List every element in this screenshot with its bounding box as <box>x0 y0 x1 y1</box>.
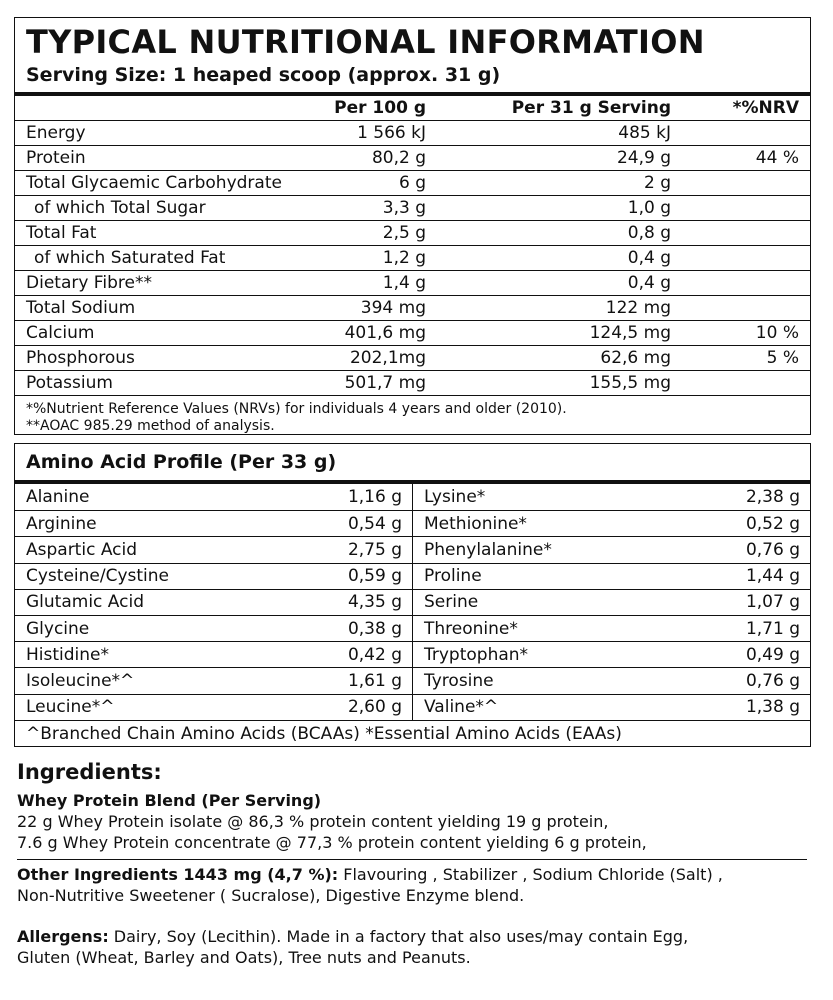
nutrient-per100: 2,5 g <box>382 223 426 243</box>
nutrient-nrv <box>671 296 810 321</box>
nutrition-row <box>15 371 810 396</box>
nutrient-serving: 0,4 g <box>627 248 671 268</box>
nutrition-header <box>15 18 810 96</box>
amino-row <box>413 694 810 720</box>
amino-row <box>413 667 810 693</box>
amino-row <box>413 615 810 641</box>
nutrient-nrv: 5 % <box>766 348 799 368</box>
other-ingredients-label: Other Ingredients 1443 mg (4,7 %): <box>17 865 339 884</box>
amino-row <box>413 510 810 536</box>
amino-note: ^Branched Chain Amino Acids (BCAAs) *Essential Amino Acids (EAAs) <box>26 723 622 744</box>
amino-name: Glutamic Acid <box>26 592 144 613</box>
allergens-label: Allergens: <box>17 927 109 946</box>
allergens-line-2: Gluten (Wheat, Barley and Oats), Tree nuts and Peanuts. <box>17 948 471 967</box>
nutrient-nrv <box>671 221 810 246</box>
nutrient-nrv <box>671 271 810 296</box>
nutrition-row <box>15 171 810 196</box>
nutrient-name: Total Glycaemic Carbohydrate <box>26 173 282 193</box>
header-serving: Per 31 g Serving <box>511 98 671 118</box>
amino-row <box>15 615 412 641</box>
amino-name: Tyrosine <box>424 670 494 691</box>
amino-value: 0,59 g <box>347 566 402 587</box>
amino-value: 1,38 g <box>745 697 800 718</box>
nutrient-name: Phosphorous <box>26 348 135 368</box>
amino-value: 2,38 g <box>745 487 800 508</box>
nutrient-per100: 501,7 mg <box>344 373 426 393</box>
nutrient-nrv: 44 % <box>755 148 799 168</box>
nutrient-per100: 1 566 kJ <box>357 123 426 143</box>
amino-name: Proline <box>424 566 482 587</box>
amino-title: Amino Acid Profile (Per 33 g) <box>15 444 810 484</box>
amino-value: 0,54 g <box>347 513 402 534</box>
amino-value: 2,75 g <box>347 539 402 560</box>
allergens <box>17 926 807 947</box>
nutrition-row <box>15 146 810 171</box>
amino-row <box>15 589 412 615</box>
amino-name: Tryptophan* <box>424 644 529 665</box>
amino-value: 2,60 g <box>347 697 402 718</box>
amino-row <box>15 563 412 589</box>
amino-grid <box>15 484 810 721</box>
nutrient-name: Energy <box>26 123 86 143</box>
amino-row <box>413 641 810 667</box>
amino-name: Aspartic Acid <box>26 539 138 560</box>
amino-row <box>413 536 810 562</box>
nutrient-serving: 24,9 g <box>616 148 671 168</box>
nutrient-per100: 6 g <box>398 173 426 193</box>
nutrition-row <box>15 271 810 296</box>
amino-row <box>15 667 412 693</box>
other-ingredients-line-2: Non-Nutritive Sweetener ( Sucralose), Digestive Enzyme blend. <box>17 886 525 905</box>
amino-row <box>413 484 810 510</box>
nutrient-name: of which Saturated Fat <box>34 248 226 268</box>
nutrition-footnotes <box>15 395 810 435</box>
nutrient-name: Protein <box>26 148 86 168</box>
amino-row <box>15 694 412 720</box>
amino-name: Leucine*^ <box>26 697 115 718</box>
amino-name: Threonine* <box>424 618 518 639</box>
nutrition-row <box>15 346 810 371</box>
blend-line-2: 7.6 g Whey Protein concentrate @ 77,3 % protein content yielding 6 g protein, <box>17 833 647 852</box>
amino-name: Isoleucine*^ <box>26 670 135 691</box>
amino-row <box>15 536 412 562</box>
amino-row <box>15 484 412 510</box>
amino-name: Alanine <box>26 487 90 508</box>
amino-value: 0,38 g <box>347 618 402 639</box>
nutrition-table-header <box>15 96 810 121</box>
header-per100: Per 100 g <box>334 98 426 118</box>
amino-value: 4,35 g <box>347 592 402 613</box>
nutrient-name: Dietary Fibre** <box>26 273 152 293</box>
amino-name: Arginine <box>26 513 97 534</box>
amino-row <box>413 589 810 615</box>
amino-name: Histidine* <box>26 644 109 665</box>
nutrient-per100: 202,1mg <box>349 348 426 368</box>
nutrient-nrv <box>671 246 810 271</box>
amino-panel <box>14 443 811 747</box>
nutrient-name: Total Fat <box>26 223 97 243</box>
ingredients-section <box>17 760 807 968</box>
amino-value: 0,76 g <box>745 539 800 560</box>
nutrient-serving: 62,6 mg <box>600 348 671 368</box>
nutrient-name: Total Sodium <box>26 298 136 318</box>
ingredients-divider <box>17 859 807 860</box>
amino-name: Glycine <box>26 618 90 639</box>
nutrient-serving: 0,4 g <box>627 273 671 293</box>
nutrition-row <box>15 296 810 321</box>
amino-col-left <box>15 484 412 720</box>
amino-value: 1,07 g <box>745 592 800 613</box>
blend-line-1: 22 g Whey Protein isolate @ 86,3 % protein content yielding 19 g protein, <box>17 812 609 831</box>
nutrient-serving: 155,5 mg <box>589 373 671 393</box>
amino-value: 0,76 g <box>745 670 800 691</box>
amino-row <box>15 510 412 536</box>
nutrient-serving: 124,5 mg <box>589 323 671 343</box>
nutrient-nrv <box>671 196 810 221</box>
nutrition-title: TYPICAL NUTRITIONAL INFORMATION <box>26 23 705 61</box>
nutrition-row <box>15 321 810 346</box>
nutrition-row <box>15 221 810 246</box>
amino-value: 1,71 g <box>745 618 800 639</box>
amino-name: Cysteine/Cystine <box>26 566 170 587</box>
amino-value: 0,42 g <box>347 644 402 665</box>
nutrient-nrv <box>671 171 810 196</box>
ingredients-title: Ingredients: <box>17 760 162 784</box>
amino-value: 0,49 g <box>745 644 800 665</box>
nutrient-serving: 1,0 g <box>627 198 671 218</box>
amino-name: Phenylalanine* <box>424 539 552 560</box>
nutrient-nrv <box>671 371 810 396</box>
allergens-text: Dairy, Soy (Lecithin). Made in a factory that also uses/may contain Egg, <box>108 927 689 946</box>
amino-value: 0,52 g <box>745 513 800 534</box>
nutrient-per100: 80,2 g <box>371 148 426 168</box>
header-nrv: *%NRV <box>732 98 799 118</box>
amino-name: Serine <box>424 592 479 613</box>
nutrient-nrv <box>671 121 810 146</box>
nutrition-table <box>15 96 810 395</box>
amino-value: 1,44 g <box>745 566 800 587</box>
amino-col-right <box>412 484 810 720</box>
amino-name: Methionine* <box>424 513 527 534</box>
nutrition-row <box>15 246 810 271</box>
amino-value: 1,61 g <box>347 670 402 691</box>
amino-value: 1,16 g <box>347 487 402 508</box>
nutrient-per100: 3,3 g <box>382 198 426 218</box>
other-ingredients-text: Flavouring , Stabilizer , Sodium Chloride (Salt) , <box>338 865 723 884</box>
amino-row <box>413 563 810 589</box>
amino-name: Valine*^ <box>424 697 499 718</box>
nutrient-serving: 122 mg <box>605 298 671 318</box>
nutrient-serving: 0,8 g <box>627 223 671 243</box>
nutrient-name: of which Total Sugar <box>34 198 206 218</box>
nutrient-per100: 1,2 g <box>382 248 426 268</box>
header-name <box>15 96 316 121</box>
footnote-nrv: *%Nutrient Reference Values (NRVs) for individuals 4 years and older (2010). <box>26 401 567 417</box>
nutrient-per100: 1,4 g <box>382 273 426 293</box>
blend-title: Whey Protein Blend (Per Serving) <box>17 791 322 810</box>
nutrient-per100: 401,6 mg <box>344 323 426 343</box>
nutrient-serving: 2 g <box>643 173 671 193</box>
nutrition-panel <box>14 17 811 435</box>
other-ingredients <box>17 864 807 885</box>
nutrient-serving: 485 kJ <box>618 123 671 143</box>
nutrient-nrv: 10 % <box>755 323 799 343</box>
amino-name: Lysine* <box>424 487 486 508</box>
serving-size: Serving Size: 1 heaped scoop (approx. 31 g) <box>26 64 501 86</box>
nutrient-name: Potassium <box>26 373 113 393</box>
nutrition-row <box>15 196 810 221</box>
nutrient-name: Calcium <box>26 323 95 343</box>
footnote-aoac: **AOAC 985.29 method of analysis. <box>26 418 275 434</box>
amino-row <box>15 641 412 667</box>
nutrient-per100: 394 mg <box>360 298 426 318</box>
nutrition-row <box>15 121 810 146</box>
